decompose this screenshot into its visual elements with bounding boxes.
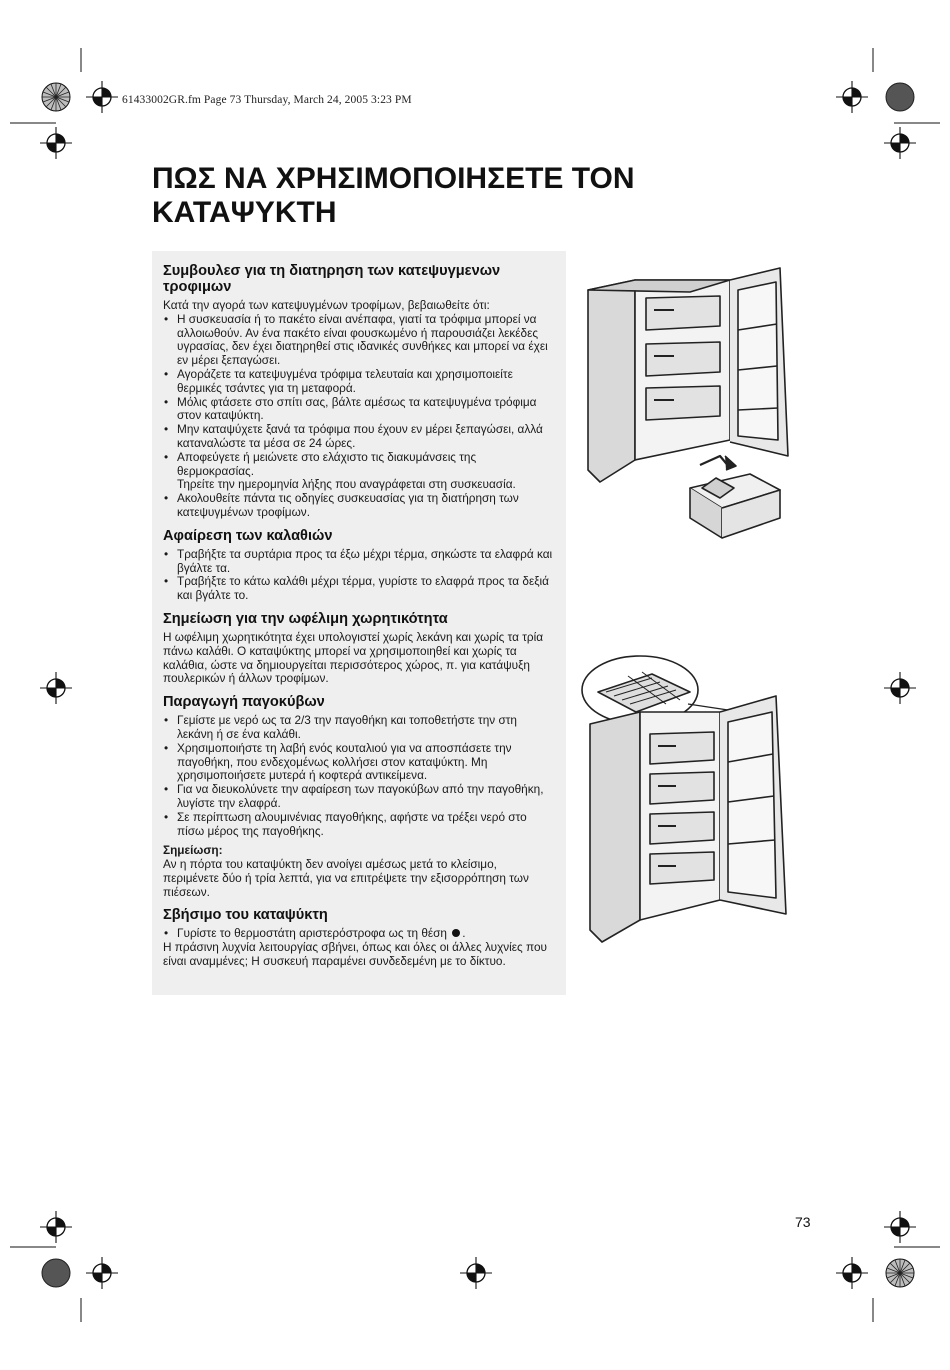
section-storage-list bbox=[163, 313, 556, 479]
section-off-heading: Σβήσιμο του καταψύκτη bbox=[163, 907, 328, 924]
ice-tray-illustration bbox=[580, 652, 820, 952]
list-item: • Γεμίστε με νερό ως τα 2/3 την παγοθήκη και τοποθετήστε την στη λεκάνη ή σε ένα καλάθι. bbox=[163, 714, 556, 742]
section-storage-heading: Συμβουλεσ για τη διατηρηση των κατεψυγμενων τροφιμων bbox=[163, 263, 501, 295]
list-item: • Για να διευκολύνετε την αφαίρεση των παγοκύβων από την παγοθήκη, λυγίστε την ελαφρά. bbox=[163, 783, 556, 811]
list-item: • Μόλις φτάσετε στο σπίτι σας, βάλτε αμέσως τα κατεψυγμένα τρόφιμα στον καταψύκτη. bbox=[163, 396, 556, 424]
list-item: • Αποφεύγετε ή μειώνετε στο ελάχιστο τις διακυμάνσεις της θερμοκρασίας. bbox=[163, 451, 556, 479]
instructions-panel bbox=[152, 251, 566, 995]
section-capacity-heading: Σημείωση για την ωφέλιμη χωρητικότητα bbox=[163, 610, 448, 627]
list-item: • Τραβήξτε τα συρτάρια προς τα έξω μέχρι τέρμα, σηκώστε τα ελαφρά και βγάλτε τα. bbox=[163, 548, 556, 576]
list-item: • Σε περίπτωση αλουμινένιας παγοθήκης, αφήστε να τρέξει νερό στο πίσω μέρος της παγοθήκης. bbox=[163, 811, 556, 839]
section-ice-heading: Παραγωγή παγοκύβων bbox=[163, 694, 325, 711]
section-ice-list bbox=[163, 714, 556, 838]
list-item: • Τραβήξτε το κάτω καλάθι μέχρι τέρμα, γυρίστε το ελαφρά προς τα δεξιά και βγάλτε το. bbox=[163, 575, 556, 603]
off-position-icon bbox=[452, 929, 460, 937]
section-baskets-list bbox=[163, 548, 556, 603]
section-storage-expiry: Τηρείτε την ημερομηνία λήξης που αναγράφεται στη συσκευασία. bbox=[177, 477, 516, 492]
page-number: 73 bbox=[795, 1214, 811, 1230]
note-text: Αν η πόρτα του καταψύκτη δεν ανοίγει αμέσως μετά το κλείσιμο, περιμένετε δύο ή τρία λεπτά, για να επιτρέψετε την εξισορρόπηση των πιέσεων. bbox=[163, 857, 529, 899]
list-item: • Γυρίστε το θερμοστάτη αριστερόστροφα ως τη θέση . bbox=[163, 927, 556, 941]
section-off-bullet: Γυρίστε το θερμοστάτη αριστερόστροφα ως τη θέση bbox=[177, 926, 447, 941]
file-info-header: 61433002GR.fm Page 73 Thursday, March 24, 2005 3:23 PM bbox=[122, 94, 412, 106]
section-off-text: Η πράσινη λυχνία λειτουργίας σβήνει, όπως και όλες οι άλλες λυχνίες που είναι αναμμένες; Η συσκευή παραμένει συνδεδεμένη με το δίκτυο. bbox=[163, 940, 547, 969]
section-storage-intro: Κατά την αγορά των κατεψυγμένων τροφίμων, βεβαιωθείτε ότι: bbox=[163, 298, 490, 312]
section-baskets-heading: Αφαίρεση των καλαθιών bbox=[163, 527, 333, 544]
freezer-drawer-illustration bbox=[580, 260, 820, 560]
list-item: • Η συσκευασία ή το πακέτο είναι ανέπαφα, γιατί τα τρόφιμα μπορεί να αλλοιωθούν. Αν ένα πακέτο είναι φουσκωμένο ή παρουσιάζει λεκέδες υγρασίας, δεν έχει διατηρηθεί στις ιδανικές συνθήκες και μπορεί να έχει εν μέρει ξεπαγώσει. bbox=[163, 313, 556, 368]
note-label: Σημείωση: bbox=[163, 843, 223, 858]
page-title: ΠΩΣ ΝΑ ΧΡΗΣΙΜΟΠΟΙΗΣΕΤΕ ΤΟΝ ΚΑΤΑΨΥΚΤΗ bbox=[152, 162, 635, 229]
list-item: • Ακολουθείτε πάντα τις οδηγίες συσκευασίας για τη διατήρηση των κατεψυγμένων τροφίμων. bbox=[163, 492, 556, 520]
list-item: • Αγοράζετε τα κατεψυγμένα τρόφιμα τελευταία και χρησιμοποιείτε θερμικές τσάντες για τη μεταφορά. bbox=[163, 368, 556, 396]
list-item: • Μην καταψύχετε ξανά τα τρόφιμα που έχουν εν μέρει ξεπαγώσει, αλλά καταναλώστε τα μέσα σε 24 ώρες. bbox=[163, 423, 556, 451]
list-item: • Χρησιμοποιήστε τη λαβή ενός κουταλιού για να αποσπάσετε την παγοθήκη, που ενδεχομένως κολλήσει στον καταψύκτη. Μη χρησιμοποιήσετε μυτερά ή κοφτερά αντικείμενα. bbox=[163, 742, 556, 783]
section-capacity-text: Η ωφέλιμη χωρητικότητα έχει υπολογιστεί χωρίς λεκάνη και χωρίς τα τρία πάνω καλάθι. Ο καταψύκτης μπορεί να χρησιμοποιηθεί και χωρίς τα καλάθια, ώστε να δημιουργείται περισσότερος χώρος, π. για κατάψυξη πουλερικών ή άλλων τροφίμων. bbox=[163, 629, 544, 686]
